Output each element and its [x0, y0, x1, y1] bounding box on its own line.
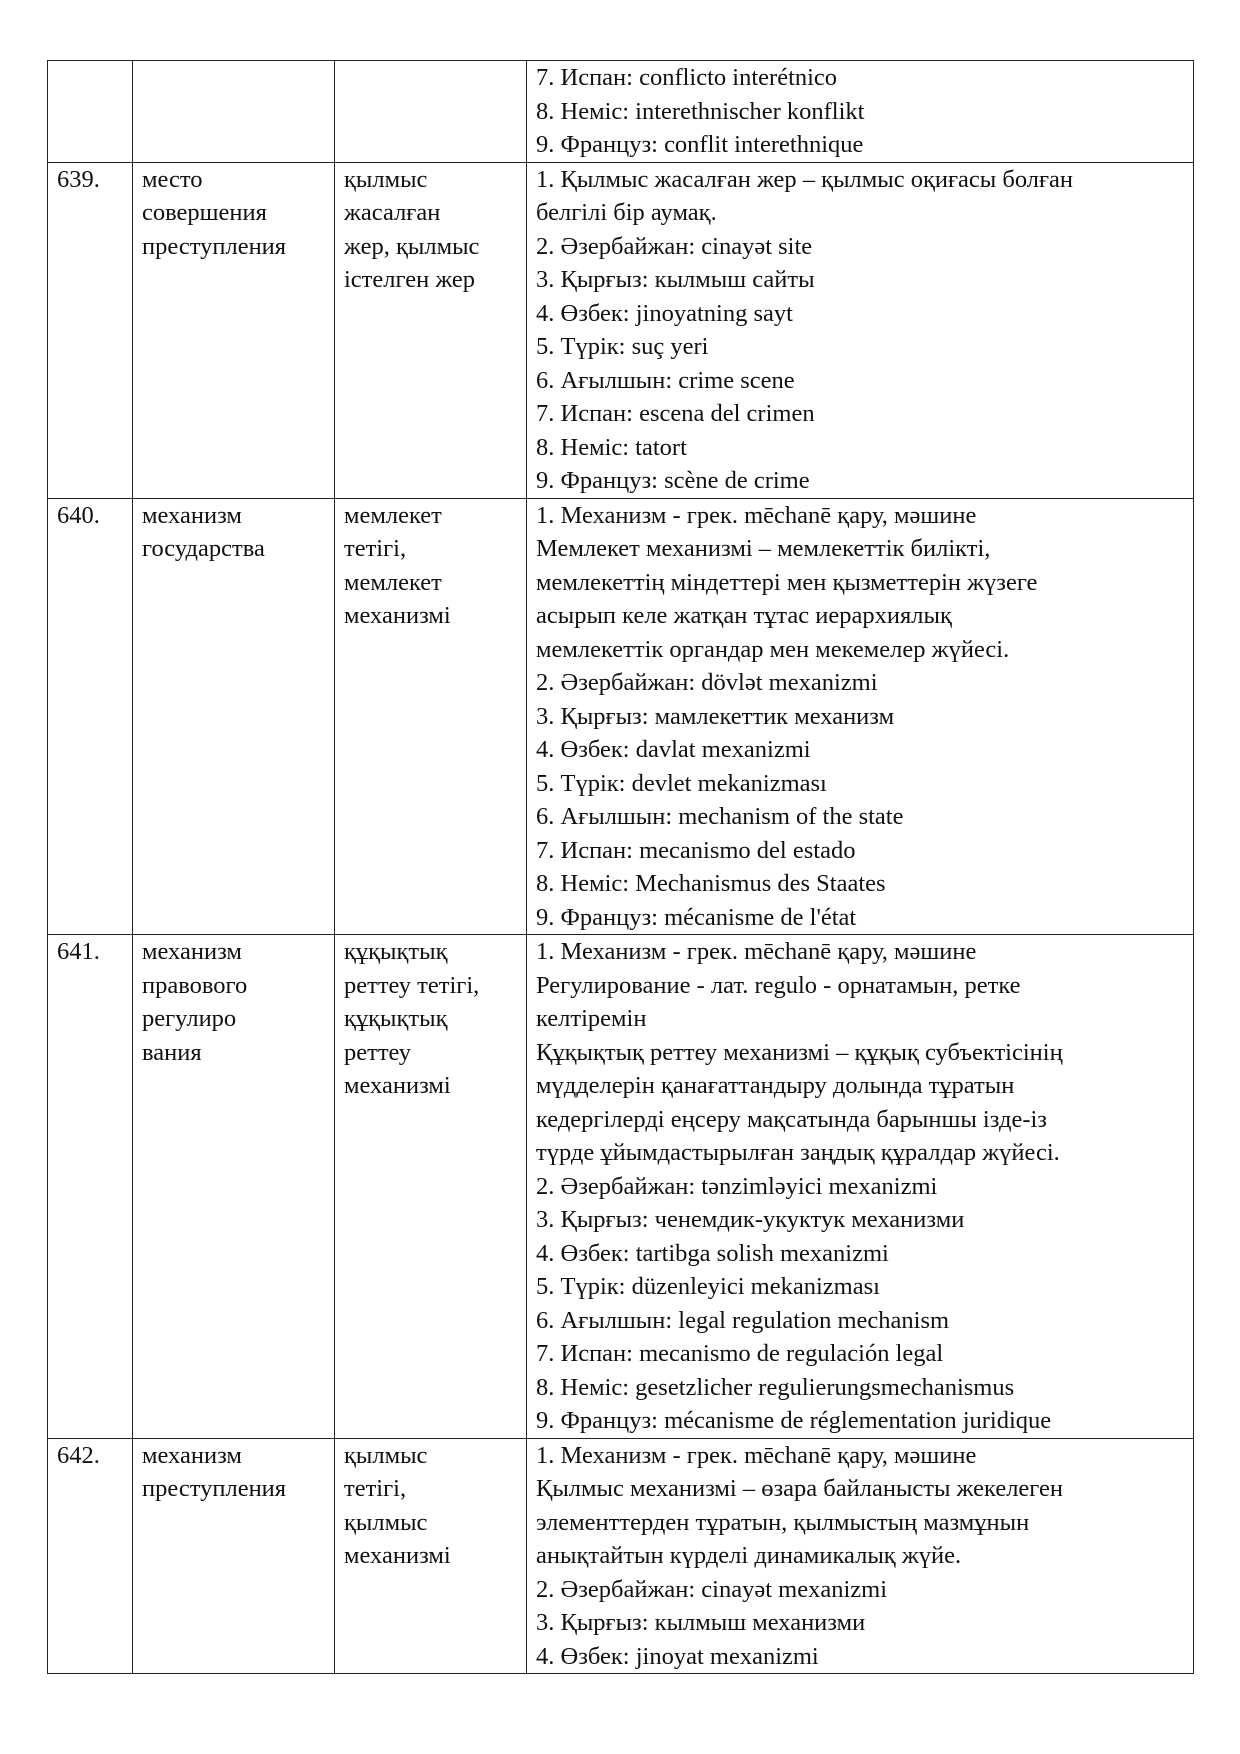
russian-term-line: государства — [142, 535, 265, 562]
kazakh-term-line: қылмыс — [344, 1441, 428, 1469]
kazakh-term-cell — [335, 1438, 527, 1674]
kazakh-term-line: тетігі, — [344, 535, 407, 562]
definition-line: 3. Қырғыз: кылмыш механизми — [536, 1609, 866, 1636]
definition-line: 1. Механизм - грек. mēchanē қару, мәшине — [536, 938, 977, 965]
definition-translations-cell — [527, 1438, 1194, 1674]
kazakh-term-cell — [335, 935, 527, 1439]
kazakh-term-line: механизмі — [344, 1072, 451, 1099]
kazakh-term-line: механизмі — [344, 602, 451, 629]
definition-line: 8. Неміс: gesetzlicher regulierungsmechanismus — [536, 1373, 1015, 1401]
entry-number: 639. — [57, 165, 100, 193]
definition-line: 6. Ағылшын: legal regulation mechanism — [536, 1306, 950, 1334]
table-row — [48, 498, 1194, 935]
definition-line: 2. Әзербайжан: dövlət mexanizmi — [536, 669, 878, 696]
russian-term-line: правового — [142, 971, 248, 999]
definition-line: 3. Қырғыз: мамлекеттик механизм — [536, 702, 895, 730]
kazakh-term-line: реттеу тетігі, — [344, 971, 480, 999]
definition-line: анықтайтын күрделі динамикалық жүйе. — [536, 1542, 962, 1569]
definition-line: мемлекеттің міндеттері мен қызметтерін жүзеге — [536, 568, 1038, 596]
kazakh-term-line: жер, қылмыс — [344, 232, 480, 260]
definition-line: 1. Механизм - грек. mēchanē қару, мәшине — [536, 1441, 977, 1469]
kazakh-term-cell — [335, 498, 527, 935]
kazakh-term-line: мемлекет — [344, 568, 442, 596]
entry-number-cell — [48, 1438, 133, 1674]
dictionary-table — [47, 60, 1194, 1674]
definition-line: 9. Француз: conflit interethnique — [536, 131, 864, 158]
russian-term-line: преступления — [142, 1475, 287, 1502]
entry-number-cell — [48, 498, 133, 935]
definition-line: 4. Өзбек: davlat mexanizmi — [536, 736, 811, 763]
table-row — [48, 1438, 1194, 1674]
definition-line: элементтерден тұратын, қылмыстың мазмұнын — [536, 1508, 1030, 1536]
kazakh-term-line: құқықтық — [344, 938, 448, 965]
russian-term-line: преступления — [142, 232, 287, 260]
definition-translations-cell — [527, 935, 1194, 1439]
table-body — [48, 61, 1194, 1674]
russian-term-line: механизм — [142, 1441, 242, 1469]
definition-line: 7. Испан: conflicto interétnico — [536, 64, 838, 91]
kazakh-term-line: қылмыс — [344, 1508, 428, 1536]
russian-term-line: вания — [142, 1038, 202, 1066]
kazakh-term-line: механизмі — [344, 1542, 451, 1569]
kazakh-term-line: жасалған — [344, 199, 441, 226]
russian-term-line: механизм — [142, 501, 242, 529]
definition-line: 4. Өзбек: jinoyat mexanizmi — [536, 1642, 819, 1670]
russian-term-line: место — [142, 165, 203, 193]
definition-line: түрде ұйымдастырылған заңдық құралдар жүйесі. — [536, 1139, 1060, 1166]
russian-term-cell — [133, 935, 335, 1439]
definition-line: Құқықтық реттеу механизмі – құқық субъектісінің — [536, 1038, 1063, 1066]
definition-line: мүдделерін қанағаттандыру долында тұратын — [536, 1072, 1015, 1099]
kazakh-term-cell — [335, 162, 527, 498]
kazakh-term-line: мемлекет — [344, 501, 442, 529]
definition-line: асырып келе жатқан тұтас иерархиялық — [536, 602, 952, 629]
definition-line: 8. Неміс: Mechanismus des Staates — [536, 870, 886, 897]
definition-line: белгілі бір аумақ. — [536, 199, 717, 226]
entry-number: 640. — [57, 501, 100, 529]
definition-line: 6. Ағылшын: mechanism of the state — [536, 803, 904, 830]
definition-line: 1. Қылмыс жасалған жер – қылмыс оқиғасы болған — [536, 165, 1074, 193]
table-row — [48, 162, 1194, 498]
kazakh-term-line: реттеу — [344, 1038, 412, 1066]
definition-translations-cell — [527, 162, 1194, 498]
kazakh-term-line: құқықтық — [344, 1005, 448, 1032]
table-row — [48, 935, 1194, 1439]
definition-line: 7. Испан: mecanismo del estado — [536, 836, 856, 864]
definition-line: кедергілерді еңсеру мақсатында барыншы ізде-із — [536, 1105, 1047, 1133]
definition-line: 2. Әзербайжан: cinayət mexanizmi — [536, 1575, 888, 1603]
definition-line: 9. Француз: mécanisme de l'état — [536, 903, 857, 931]
definition-line: Регулирование - лат. regulo - орнатамын, ретке — [536, 971, 1021, 999]
kazakh-term-line: тетігі, — [344, 1475, 407, 1502]
entry-number: 641. — [57, 938, 100, 965]
definition-line: 1. Механизм - грек. mēchanē қару, мәшине — [536, 501, 977, 529]
definition-line: 3. Қырғыз: ченемдик-укуктук механизми — [536, 1206, 965, 1233]
russian-term-cell — [133, 61, 335, 163]
definition-line: 6. Ағылшын: crime scene — [536, 366, 795, 394]
definition-translations-cell — [527, 61, 1194, 163]
entry-number-cell — [48, 935, 133, 1439]
definition-line: 2. Әзербайжан: tənzimləyici mexanizmi — [536, 1172, 938, 1200]
entry-number-cell — [48, 162, 133, 498]
definition-line: 5. Түрік: düzenleyici mekanizması — [536, 1273, 880, 1300]
definition-line: 7. Испан: mecanismo de regulación legal — [536, 1340, 944, 1367]
definition-line: 3. Қырғыз: кылмыш сайты — [536, 266, 815, 293]
russian-term-line: регулиро — [142, 1005, 237, 1032]
table-row — [48, 61, 1194, 163]
definition-line: 2. Әзербайжан: cinayət site — [536, 232, 813, 260]
definition-line: Қылмыс механизмі – өзара байланысты жекелеген — [536, 1475, 1064, 1502]
definition-line: 4. Өзбек: jinoyatning sayt — [536, 299, 793, 327]
russian-term-cell — [133, 1438, 335, 1674]
kazakh-term-line: істелген жер — [344, 266, 476, 293]
russian-term-line: совершения — [142, 199, 267, 226]
definition-line: Мемлекет механизмі – мемлекеттік билікті, — [536, 535, 991, 562]
definition-line: 9. Француз: scène de crime — [536, 467, 810, 494]
kazakh-term-line: қылмыс — [344, 165, 428, 193]
definition-line: 9. Француз: mécanisme de réglementation juridique — [536, 1407, 1052, 1434]
definition-line: 8. Неміс: interethnischer konflikt — [536, 97, 865, 125]
entry-number-cell — [48, 61, 133, 163]
definition-line: 7. Испан: escena del crimen — [536, 400, 815, 427]
entry-number: 642. — [57, 1441, 100, 1469]
russian-term-line: механизм — [142, 938, 242, 965]
definition-line: келтіремін — [536, 1005, 647, 1032]
definition-line: 4. Өзбек: tartibga solish mexanizmi — [536, 1239, 889, 1267]
russian-term-cell — [133, 498, 335, 935]
russian-term-cell — [133, 162, 335, 498]
definition-line: 5. Түрік: devlet mekanizması — [536, 769, 827, 797]
definition-line: 8. Неміс: tatort — [536, 433, 687, 461]
definition-line: 5. Түрік: suç yeri — [536, 333, 709, 360]
definition-line: мемлекеттік органдар мен мекемелер жүйесі. — [536, 635, 1010, 663]
definition-translations-cell — [527, 498, 1194, 935]
kazakh-term-cell — [335, 61, 527, 163]
